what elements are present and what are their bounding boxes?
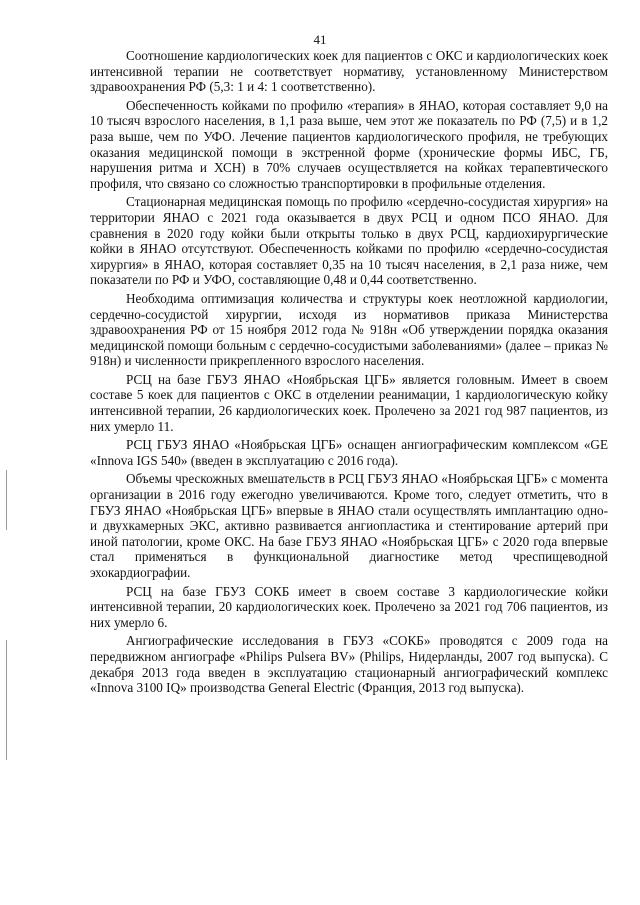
scan-edge-mark (6, 640, 7, 760)
paragraph-bed-ratio: Соотношение кардиологических коек для пациентов с ОКС и кардиологических коек интенсивной терапии не соответствует нормативу, установленному Министерством здравоохранения РФ (5,3: 1 и 4: 1 соответственно). (90, 48, 608, 95)
paragraph-interventions: Объемы чрескожных вмешательств в РСЦ ГБУЗ ЯНАО «Ноябрьская ЦГБ» с момента организации в 2016 году ежегодно увеличиваются. Кроме того, следует отметить, что в ГБУЗ ЯНАО «Ноябрьская ЦГБ» впервые в ЯНАО стали осуществлять имплантацию одно- и двухкамерных ЭКС, активно развивается ангиопластика и стентирование артерий при иной патологии, кроме ОКС. На базе ГБУЗ ЯНАО «Ноябрьская ЦГБ» с 2020 года впервые стал применяться в функциональной диагностике метод чреспищеводной эхокардиографии. (90, 471, 608, 580)
scan-edge-mark (6, 470, 7, 530)
paragraph-noyabrsk-angiograph: РСЦ ГБУЗ ЯНАО «Ноябрьская ЦГБ» оснащен ангиографическим комплексом «GE «Innova IGS 540» (введен в эксплуатацию с 2016 года). (90, 437, 608, 468)
document-body (90, 48, 608, 699)
paragraph-cardiovascular-surgery: Стационарная медицинская помощь по профилю «сердечно-сосудистая хирургия» на территории ЯНАО с 2021 года оказывается в двух РСЦ и одном ПСО ЯНАО. Для сравнения в 2020 году койки были открыты только в двух РСЦ, кардиохирургические койки в ЯНАО отсутствуют. Обеспеченность койками по профилю «сердечно-сосудистая хирургия» в ЯНАО, которая составляет 0,35 на 10 тысяч населения, в 2,1 раза ниже, чем показатели по РФ и УФО, составляющие 0,48 и 0,44 соответственно. (90, 194, 608, 288)
paragraph-sokb-rvc: РСЦ на базе ГБУЗ СОКБ имеет в своем составе 3 кардиологические койки интенсивной терапии, 20 кардиологических коек. Пролечено за 2021 год 706 пациентов, из них умерло 6. (90, 583, 608, 630)
page-number: 41 (313, 32, 327, 47)
paragraph-sokb-angiography: Ангиографические исследования в ГБУЗ «СОКБ» проводятся с 2009 года на передвижном ангиографе «Philips Pulsera BV» (Philips, Нидерланды, 2007 год выпуска). С декабря 2013 года введен в эксплуатацию стационарный ангиографический комплекс «Innova 3100 IQ» производства General Electric (Франция, 2013 год выпуска). (90, 633, 608, 696)
paragraph-bed-optimization: Необходима оптимизация количества и структуры коек неотложной кардиологии, сердечно-сосудистой хирургии, исходя из нормативов приказа Министерства здравоохранения РФ от 15 ноября 2012 года № 918н «Об утверждении порядка оказания медицинской помощи больным с сердечно-сосудистыми заболеваниями» (далее – приказ № 918н) и численности прикрепленного взрослого населения. (90, 290, 608, 369)
paragraph-therapy-beds: Обеспеченность койками по профилю «терапия» в ЯНАО, которая составляет 9,0 на 10 тысяч взрослого населения, в 1,1 раза выше, чем этот же показатель по РФ (7,5) и в 1,2 раза выше, чем по УФО. Лечение пациентов кардиологического профиля, не требующих оказания медицинской помощи в экстренной форме (хронические формы ИБС, ГБ, нарушения ритма и ХСН) в 70% случаев осуществляется на койках терапевтического профиля, что связано со сложностью транспортировки в профильные отделения. (90, 97, 608, 191)
paragraph-noyabrsk-rvc: РСЦ на базе ГБУЗ ЯНАО «Ноябрьская ЦГБ» является головным. Имеет в своем составе 5 коек для пациентов с ОКС в отделении реанимации, 1 кардиологическую койку интенсивной терапии, 26 кардиологических коек. Пролечено за 2021 год 987 пациентов, из них умерло 11. (90, 371, 608, 434)
